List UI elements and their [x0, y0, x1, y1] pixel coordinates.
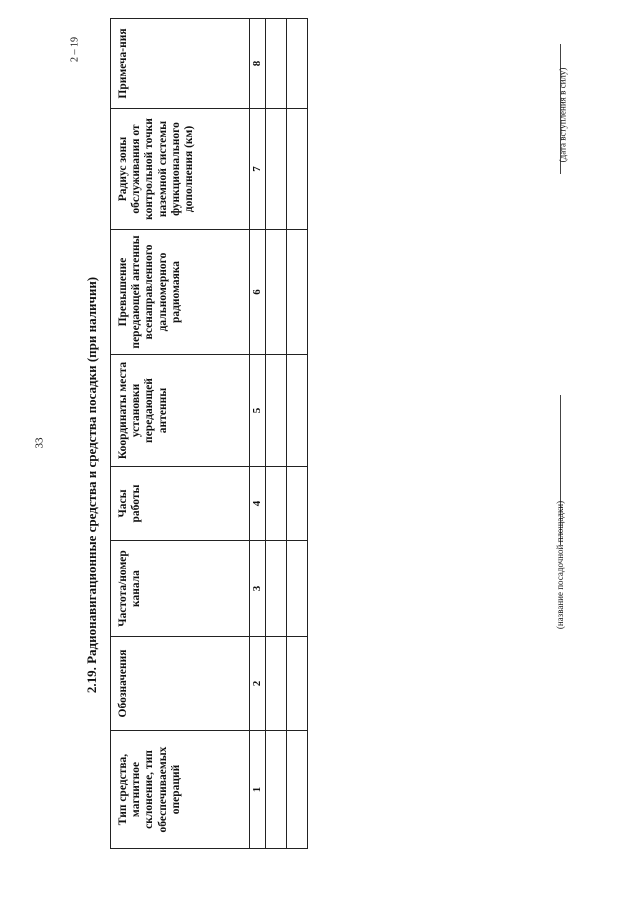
column-number: 7 — [250, 109, 266, 230]
header-cell: Обозначения — [111, 637, 250, 731]
header-cell: Примеча-ния — [111, 19, 250, 109]
column-number: 6 — [250, 230, 266, 355]
table-cell — [265, 637, 286, 731]
column-number-row — [250, 19, 266, 849]
section-code: 2 – 19 — [69, 37, 81, 62]
table-cell — [286, 230, 307, 355]
effective-date-label: (дата вступления в силу) — [557, 67, 568, 163]
table-cell — [286, 731, 307, 849]
header-cell: Тип средства, магнитное склонение, тип обеспечиваемых операций — [111, 731, 250, 849]
page-number: 33 — [33, 437, 46, 449]
column-number: 5 — [250, 355, 266, 467]
table-row — [265, 19, 286, 849]
table-cell — [265, 467, 286, 541]
table-cell — [286, 355, 307, 467]
table-cell — [265, 109, 286, 230]
column-number: 3 — [250, 541, 266, 637]
table-cell — [286, 467, 307, 541]
navaids-table — [110, 18, 308, 849]
table-cell — [265, 19, 286, 109]
table-row — [286, 19, 307, 849]
header-cell: Радиус зоны обслуживания от контрольной точки наземной системы функционального дополнения (км) — [111, 109, 250, 230]
table-cell — [286, 19, 307, 109]
table-cell — [286, 541, 307, 637]
column-number: 1 — [250, 731, 266, 849]
header-row — [111, 19, 250, 849]
header-cell: Часы работы — [111, 467, 250, 541]
table-cell — [286, 109, 307, 230]
table-wrap — [110, 19, 308, 849]
table-cell — [265, 541, 286, 637]
section-title: 2.19. Радионавигационные средства и средства посадки (при наличии) — [84, 276, 99, 694]
table-cell — [265, 355, 286, 467]
header-cell: Превышение передающей антенны всенаправленного дальномерного радиомаяка — [111, 230, 250, 355]
section-title-wrap — [80, 0, 104, 905]
column-number: 4 — [250, 467, 266, 541]
table-cell — [265, 731, 286, 849]
column-number: 8 — [250, 19, 266, 109]
rotated-table-container — [110, 19, 308, 849]
header-cell: Координаты места установки передающей антенны — [111, 355, 250, 467]
table-cell — [286, 637, 307, 731]
table-cell — [265, 230, 286, 355]
column-number: 2 — [250, 637, 266, 731]
landing-site-label: (название посадочной площадки) — [555, 500, 566, 630]
header-cell: Частота/номер канала — [111, 541, 250, 637]
